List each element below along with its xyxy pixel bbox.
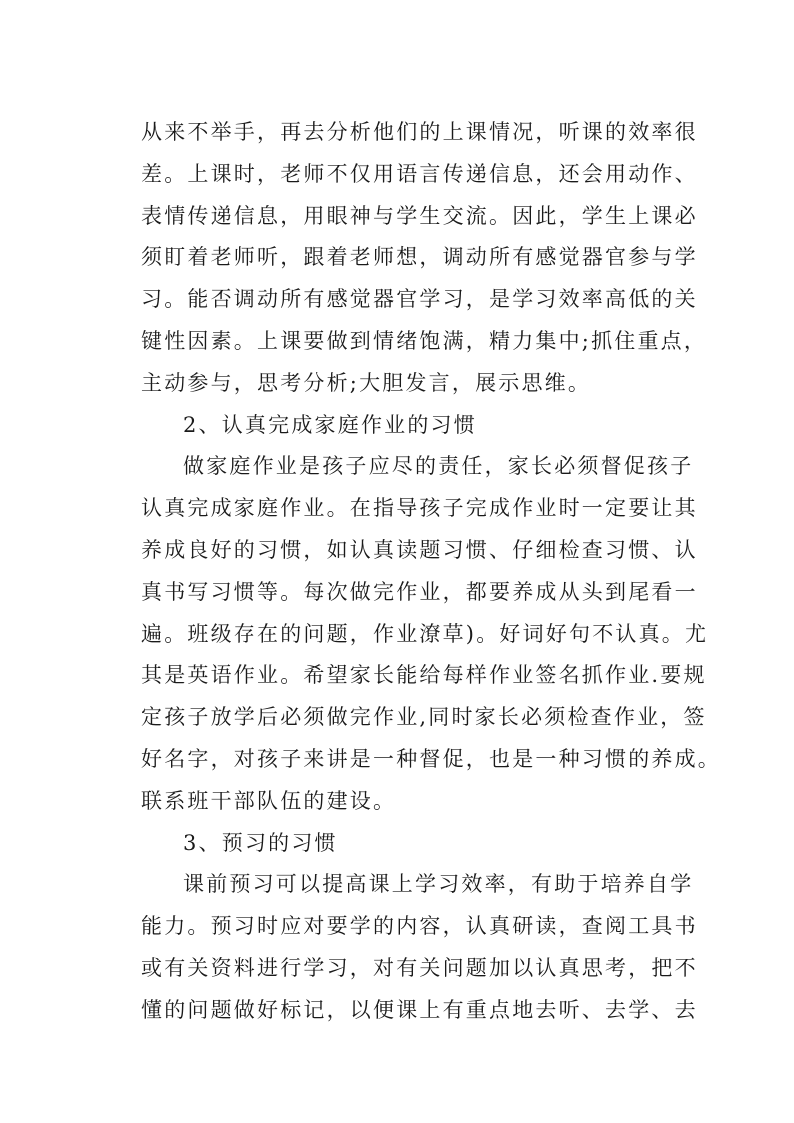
text-line: 认真完成家庭作业。在指导孩子完成作业时一定要让其: [141, 496, 698, 521]
text-line: 从来不举手，再去分析他们的上课情况，听课的效率很: [141, 120, 698, 144]
text-line: 联系班干部队伍的建设。: [141, 788, 397, 813]
text-line: 遍。班级存在的问题，作业潦草)。好词好句不认真。尤: [141, 621, 709, 646]
text-line: 须盯着老师听，跟着老师想，调动所有感觉器官参与学: [141, 245, 698, 270]
text-line: 其是英语作业。希望家长能给每样作业签名抓作业.要规: [141, 663, 707, 688]
text-line: 定孩子放学后必须做完作业,同时家长必须检查作业，签: [141, 705, 707, 730]
text-line: 差。上课时，老师不仅用语言传递信息，还会用动作、: [141, 161, 698, 186]
text-line: 能力。预习时应对要学的内容，认真研读，查阅工具书: [141, 914, 698, 939]
section-heading: 3、预习的习惯: [183, 830, 338, 855]
text-line: 主动参与，思考分析;大胆发言，展示思维。: [141, 370, 592, 395]
paragraph-first-line: 课前预习可以提高课上学习效率，有助于培养自学: [183, 872, 694, 897]
text-line: 养成良好的习惯，如认真读题习惯、仔细检查习惯、认: [141, 537, 698, 562]
paragraph-first-line: 做家庭作业是孩子应尽的责任，家长必须督促孩子: [183, 454, 694, 479]
text-line: 懂的问题做好标记，以便课上有重点地去听、去学、去: [141, 997, 698, 1022]
text-line: 好名字，对孩子来讲是一种督促，也是一种习惯的养成。: [141, 746, 721, 771]
text-line: 习。能否调动所有感觉器官学习，是学习效率高低的关: [141, 287, 698, 312]
text-line: 表情传递信息，用眼神与学生交流。因此，学生上课必: [141, 203, 698, 228]
section-heading: 2、认真完成家庭作业的习惯: [183, 412, 477, 437]
text-line: 真书写习惯等。每次做完作业，都要养成从头到尾看一: [141, 579, 698, 604]
text-line: 键性因素。上课要做到情绪饱满，精力集中;抓住重点，: [141, 328, 708, 353]
document-body: [141, 112, 721, 1032]
text-line: 或有关资料进行学习，对有关问题加以认真思考，把不: [141, 955, 698, 980]
